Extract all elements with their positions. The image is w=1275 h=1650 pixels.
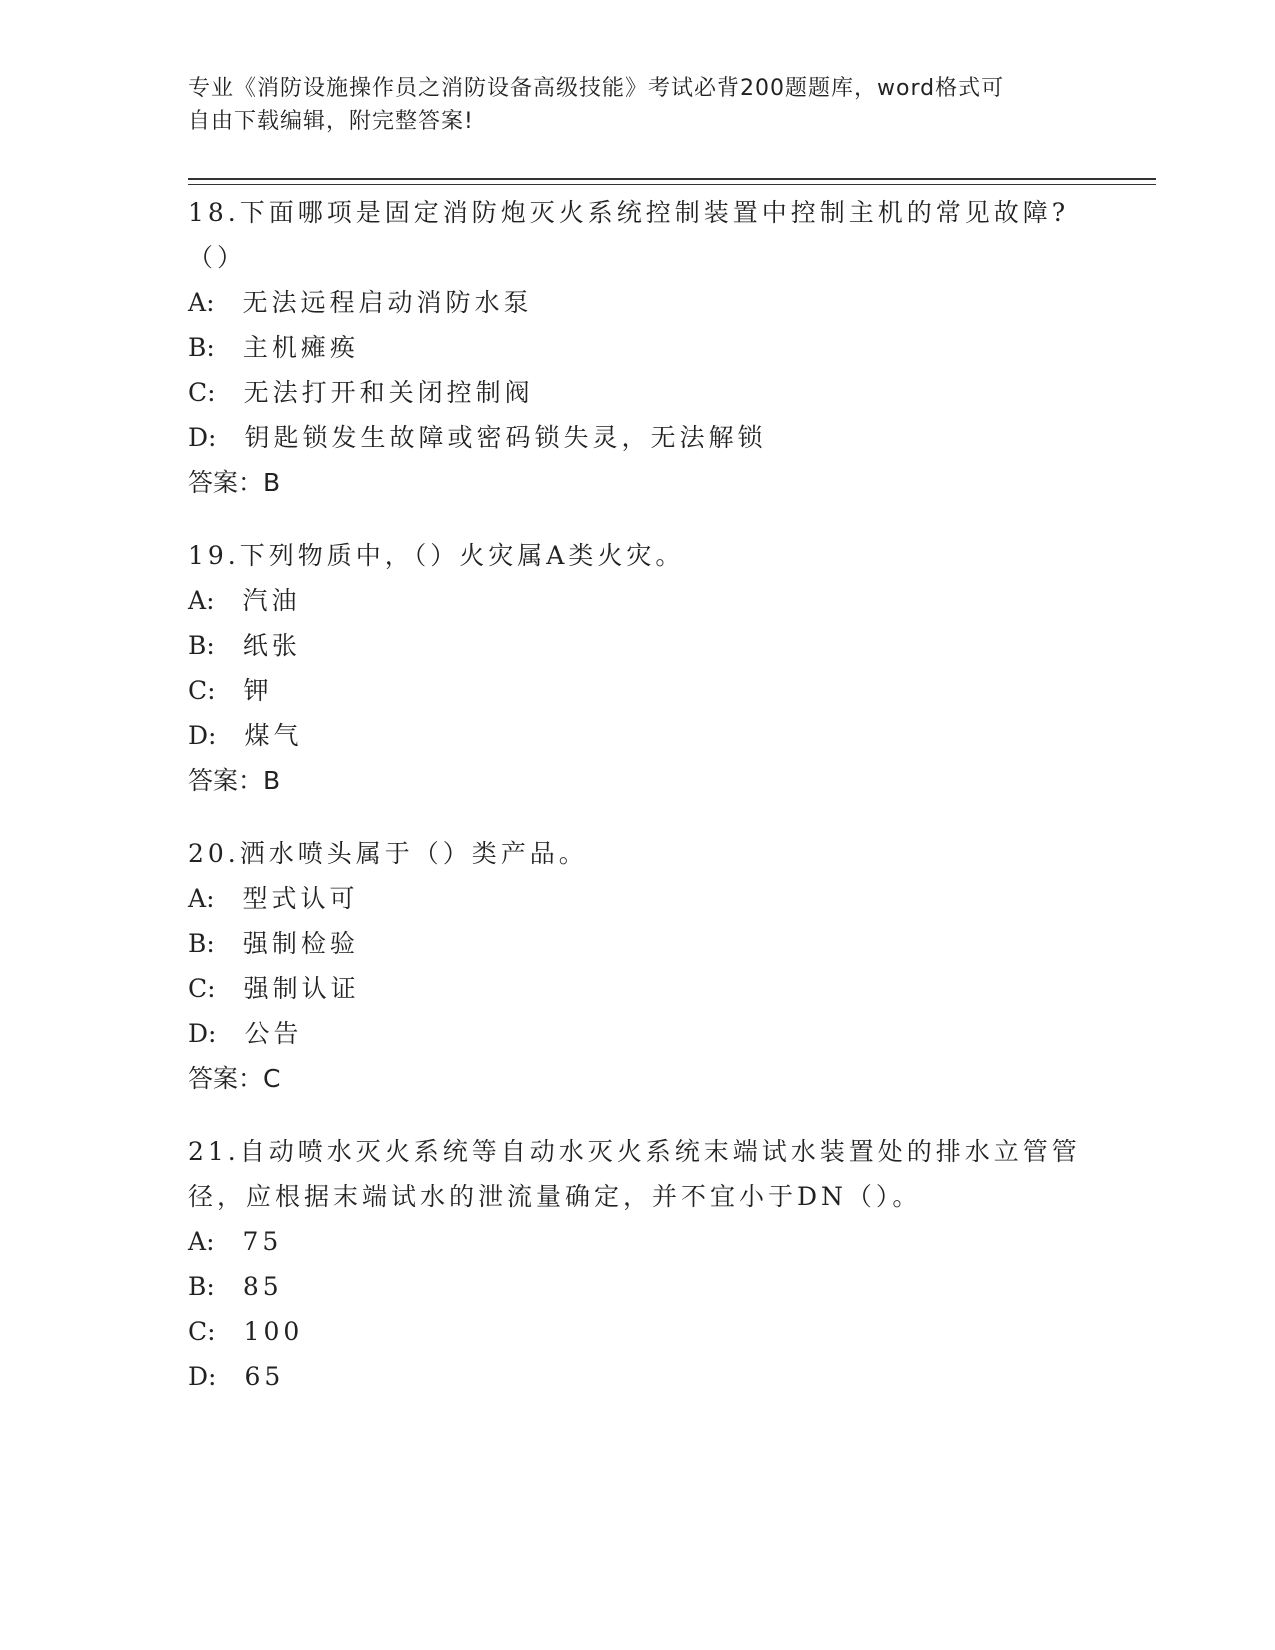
question-20 — [188, 831, 1088, 1101]
option-a: A: 75 — [188, 1227, 283, 1256]
question-stem: 21.自动喷水灭火系统等自动水灭火系统末端试水装置处的排水立管管 — [188, 1137, 1081, 1166]
answer-line: 答案：B — [188, 468, 281, 497]
question-stem-continued: 径，应根据末端试水的泄流量确定，并不宜小于DN（）。 — [188, 1182, 922, 1211]
option-a: A: 无法远程启动消防水泵 — [188, 288, 533, 317]
option-b: B: 纸张 — [188, 631, 301, 660]
question-stem: 19.下列物质中，（）火灾属A类火灾。 — [188, 541, 685, 570]
question-list — [188, 190, 1088, 1427]
question-21 — [188, 1129, 1088, 1399]
option-letter: B — [188, 929, 207, 958]
option-letter: D — [188, 1019, 209, 1048]
option-d: D: 65 — [188, 1362, 285, 1391]
option-c: C: 钾 — [188, 676, 273, 705]
option-c: C: 100 — [188, 1317, 304, 1346]
option-letter: C — [188, 974, 208, 1003]
header-divider-thin — [188, 184, 1156, 185]
option-letter: B — [188, 631, 207, 660]
option-d: D: 煤气 — [188, 721, 303, 750]
question-19 — [188, 533, 1088, 803]
header-line-2: 自由下载编辑，附完整答案! — [188, 109, 474, 134]
option-text: 纸张 — [242, 631, 301, 660]
option-text: 75 — [242, 1227, 283, 1256]
option-b: B: 85 — [188, 1272, 283, 1301]
option-letter: B — [188, 333, 207, 362]
header-divider-thick — [188, 178, 1156, 180]
answer-line: 答案：C — [188, 1064, 281, 1093]
option-letter: A — [188, 884, 207, 913]
option-letter: B — [188, 1272, 207, 1301]
option-text: 钥匙锁发生故障或密码锁失灵，无法解锁 — [244, 423, 767, 452]
option-text: 公告 — [244, 1019, 303, 1048]
option-letter: A — [188, 1227, 207, 1256]
option-text: 汽油 — [242, 586, 301, 615]
option-c: C: 无法打开和关闭控制阀 — [188, 378, 534, 407]
question-stem: 18.下面哪项是固定消防炮灭火系统控制装置中控制主机的常见故障? — [188, 198, 1070, 227]
option-a: A: 汽油 — [188, 586, 301, 615]
option-d: D: 公告 — [188, 1019, 303, 1048]
option-a: A: 型式认可 — [188, 884, 359, 913]
option-text: 强制认证 — [243, 974, 360, 1003]
option-d: D: 钥匙锁发生故障或密码锁失灵，无法解锁 — [188, 423, 767, 452]
option-text: 85 — [242, 1272, 283, 1301]
option-letter: C — [188, 676, 208, 705]
option-letter: A — [188, 288, 207, 317]
option-letter: C — [188, 378, 208, 407]
option-text: 100 — [243, 1317, 304, 1346]
option-letter: D — [188, 721, 209, 750]
option-text: 钾 — [243, 676, 273, 705]
question-18 — [188, 190, 1088, 505]
option-letter: C — [188, 1317, 208, 1346]
document-header — [188, 72, 1068, 138]
option-text: 型式认可 — [242, 884, 359, 913]
option-c: C: 强制认证 — [188, 974, 360, 1003]
option-letter: D — [188, 1362, 209, 1391]
option-text: 无法打开和关闭控制阀 — [243, 378, 534, 407]
option-text: 无法远程启动消防水泵 — [242, 288, 533, 317]
question-stem-continued: （） — [188, 243, 247, 272]
header-line-1: 专业《消防设施操作员之消防设备高级技能》考试必背200题题库，word格式可 — [188, 76, 1005, 101]
question-stem: 20.洒水喷头属于（）类产品。 — [188, 839, 588, 868]
option-text: 主机瘫痪 — [242, 333, 359, 362]
option-text: 65 — [244, 1362, 285, 1391]
option-letter: A — [188, 586, 207, 615]
option-letter: D — [188, 423, 209, 452]
option-b: B: 强制检验 — [188, 929, 359, 958]
answer-line: 答案：B — [188, 766, 281, 795]
option-text: 煤气 — [244, 721, 303, 750]
option-text: 强制检验 — [242, 929, 359, 958]
option-b: B: 主机瘫痪 — [188, 333, 359, 362]
